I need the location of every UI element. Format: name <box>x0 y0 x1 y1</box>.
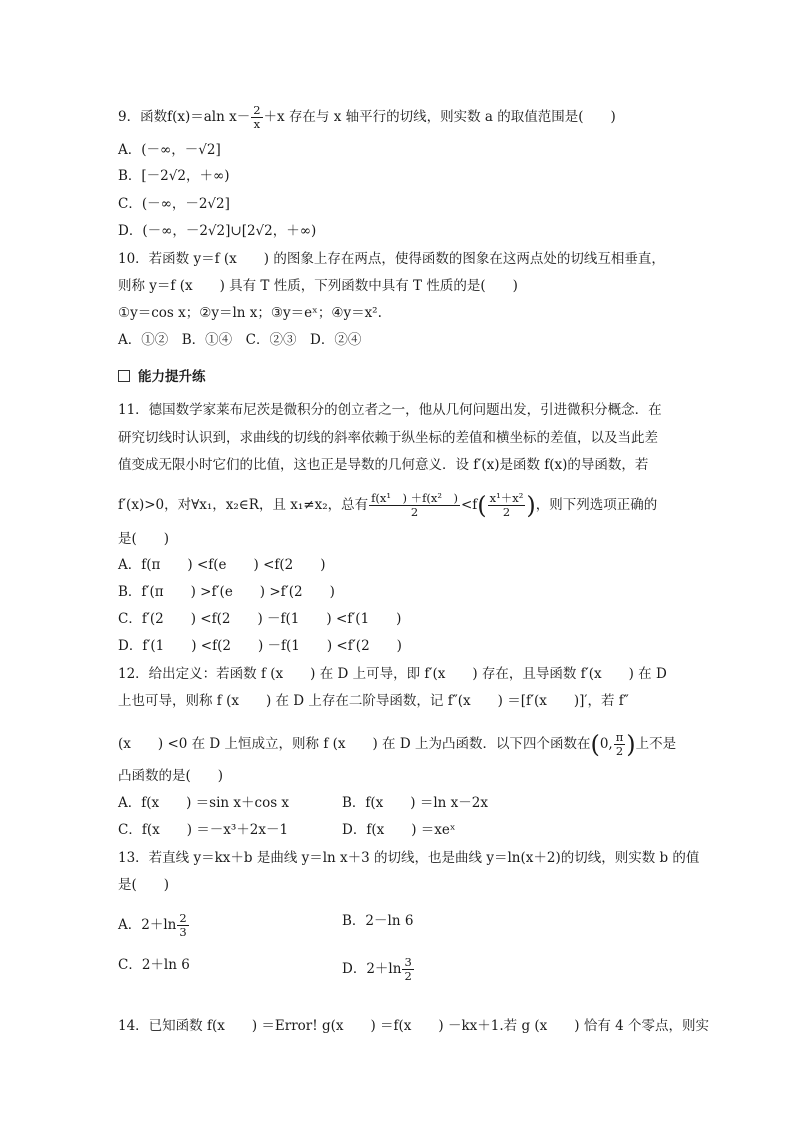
right-paren: ) <box>526 491 536 520</box>
q12-interval-start: 0, <box>599 736 613 752</box>
left-paren: ( <box>590 730 600 759</box>
q9-frac-den: x <box>251 117 262 131</box>
q13-a-frac-num: 2 <box>179 911 187 925</box>
q9-option-d: D．(－∞，－2√2]∪[2√2，＋∞) <box>118 223 317 239</box>
q11-pfrac-num: x¹＋x² <box>489 491 524 505</box>
q13-d-frac-den: 2 <box>404 969 412 983</box>
q13-line-1: 13．若直线 y＝kx＋b 是曲线 y＝ln x＋3 的切线，也是曲线 y＝ln(x＋2)的切线，则实数 b 的值 <box>118 850 700 866</box>
q13-a-frac-den: 3 <box>179 925 187 939</box>
section-heading <box>118 368 206 386</box>
q13-option-a-fraction <box>177 912 188 939</box>
checkbox-square-icon <box>118 370 130 382</box>
q12-line-1: 12．给出定义：若函数 f (x ) 在 D 上可导，即 f′(x ) 存在，且导函数 f′(x ) 在 D <box>118 666 667 682</box>
q14-line-1: 14．已知函数 f(x ) ＝Error! g(x ) ＝f(x ) －kx＋1.若 g (x ) 恰有 4 个零点，则实 <box>118 1018 709 1034</box>
q12-line-3 <box>118 731 676 758</box>
q9-option-c: C．(－∞，－2√2] <box>118 196 230 212</box>
q11-option-d: D．f′(1 ) <f(2 ) －f(1 ) <f′(2 ) <box>118 638 402 654</box>
left-paren: ( <box>477 491 487 520</box>
q13-option-d-fraction <box>402 956 413 983</box>
q11-line-4-prefix: f′(x)>0，对∀x₁，x₂∈R，且 x₁≠x₂，总有 <box>118 497 369 513</box>
q13-option-d-prefix: D．2＋ln <box>342 961 402 977</box>
q11-option-c: C．f′(2 ) <f(2 ) －f(1 ) <f′(1 ) <box>118 611 402 627</box>
q12-line-3-prefix: (x ) <0 在 D 上恒成立，则称 f (x ) 在 D 上为凸函数．以下四个函数在 <box>118 736 591 752</box>
q11-option-b: B．f′(π ) >f′(e ) >f′(2 ) <box>118 584 335 600</box>
q11-pfrac-den: 2 <box>488 505 526 519</box>
q10-line-3: ①y＝cos x；②y＝ln x；③y＝eˣ；④y＝x². <box>118 305 382 321</box>
q12-option-b: B．f(x ) ＝ln x－2x <box>342 795 488 811</box>
q13-option-b: B．2－ln 6 <box>342 913 414 929</box>
q10-line-1: 10．若函数 y＝f (x ) 的图象上存在两点，使得函数的图象在这两点处的切线互相垂直， <box>118 251 665 267</box>
q11-frac-den: 2 <box>369 505 460 519</box>
q13-option-c: C．2＋ln 6 <box>118 957 190 973</box>
q13-option-a-prefix: A．2＋ln <box>118 917 177 933</box>
q9-option-b: B．[－2√2，＋∞) <box>118 168 230 184</box>
q11-line-5: 是( ) <box>118 531 170 547</box>
q13-option-a <box>118 912 190 939</box>
q13-option-d <box>342 956 415 983</box>
q11-paren-fraction <box>488 492 526 519</box>
q12-option-a: A．f(x ) ＝sin x＋cos x <box>118 795 290 811</box>
q11-line-4 <box>118 492 657 519</box>
q9-stem <box>118 104 616 131</box>
q9-stem-func: f(x)＝aln x－ <box>167 109 251 125</box>
q12-option-c: C．f(x ) ＝－x³＋2x－1 <box>118 822 289 838</box>
q9-option-a: A．(－∞，－√2] <box>118 142 221 158</box>
q9-stem-suffix: ＋x 存在与 x 轴平行的切线，则实数 a 的取值范围是( ) <box>263 109 616 125</box>
right-paren: ) <box>626 730 636 759</box>
q10-options: A．①② B．①④ C．②③ D．②④ <box>118 332 362 348</box>
q12-fraction <box>614 731 626 758</box>
q11-option-a: A．f(π ) <f(e ) <f(2 ) <box>118 557 326 573</box>
q13-line-2: 是( ) <box>118 877 170 893</box>
q13-d-frac-num: 3 <box>404 955 412 969</box>
q9-fraction <box>251 104 262 131</box>
q12-line-2: 上也可导，则称 f (x ) 在 D 上存在二阶导函数，记 f″(x ) ＝[f′(x )]′，若 f″ <box>118 693 629 709</box>
section-title: 能力提升练 <box>138 369 206 385</box>
q11-line-2: 研究切线时认识到，求曲线的切线的斜率依赖于纵坐标的差值和横坐标的差值，以及当此差 <box>118 430 658 446</box>
q10-line-2: 则称 y＝f (x ) 具有 T 性质，下列函数中具有 T 性质的是( ) <box>118 278 518 294</box>
q9-stem-prefix: 9．函数 <box>118 109 168 125</box>
q11-line-1: 11．德国数学家莱布尼茨是微积分的创立者之一，他从几何问题出发，引进微积分概念．在 <box>118 402 662 418</box>
q12-line-3-suffix: 上不是 <box>635 736 677 752</box>
q9-frac-num: 2 <box>253 103 261 117</box>
q12-option-d: D．f(x ) ＝xeˣ <box>342 822 456 838</box>
q12-frac-den: 2 <box>614 744 626 758</box>
q11-line-4-mid: <f <box>460 497 478 513</box>
q11-frac-num: f(x¹ ) ＋f(x² ) <box>371 491 458 505</box>
q12-line-4: 凸函数的是( ) <box>118 768 224 784</box>
q12-frac-num: π <box>615 730 624 744</box>
q11-fraction <box>369 492 460 519</box>
q11-line-3: 值变成无限小时它们的比值，这也正是导数的几何意义．设 f′(x)是函数 f(x)的导函数，若 <box>118 457 649 473</box>
q11-line-4-suffix: ，则下列选项正确的 <box>535 497 658 513</box>
